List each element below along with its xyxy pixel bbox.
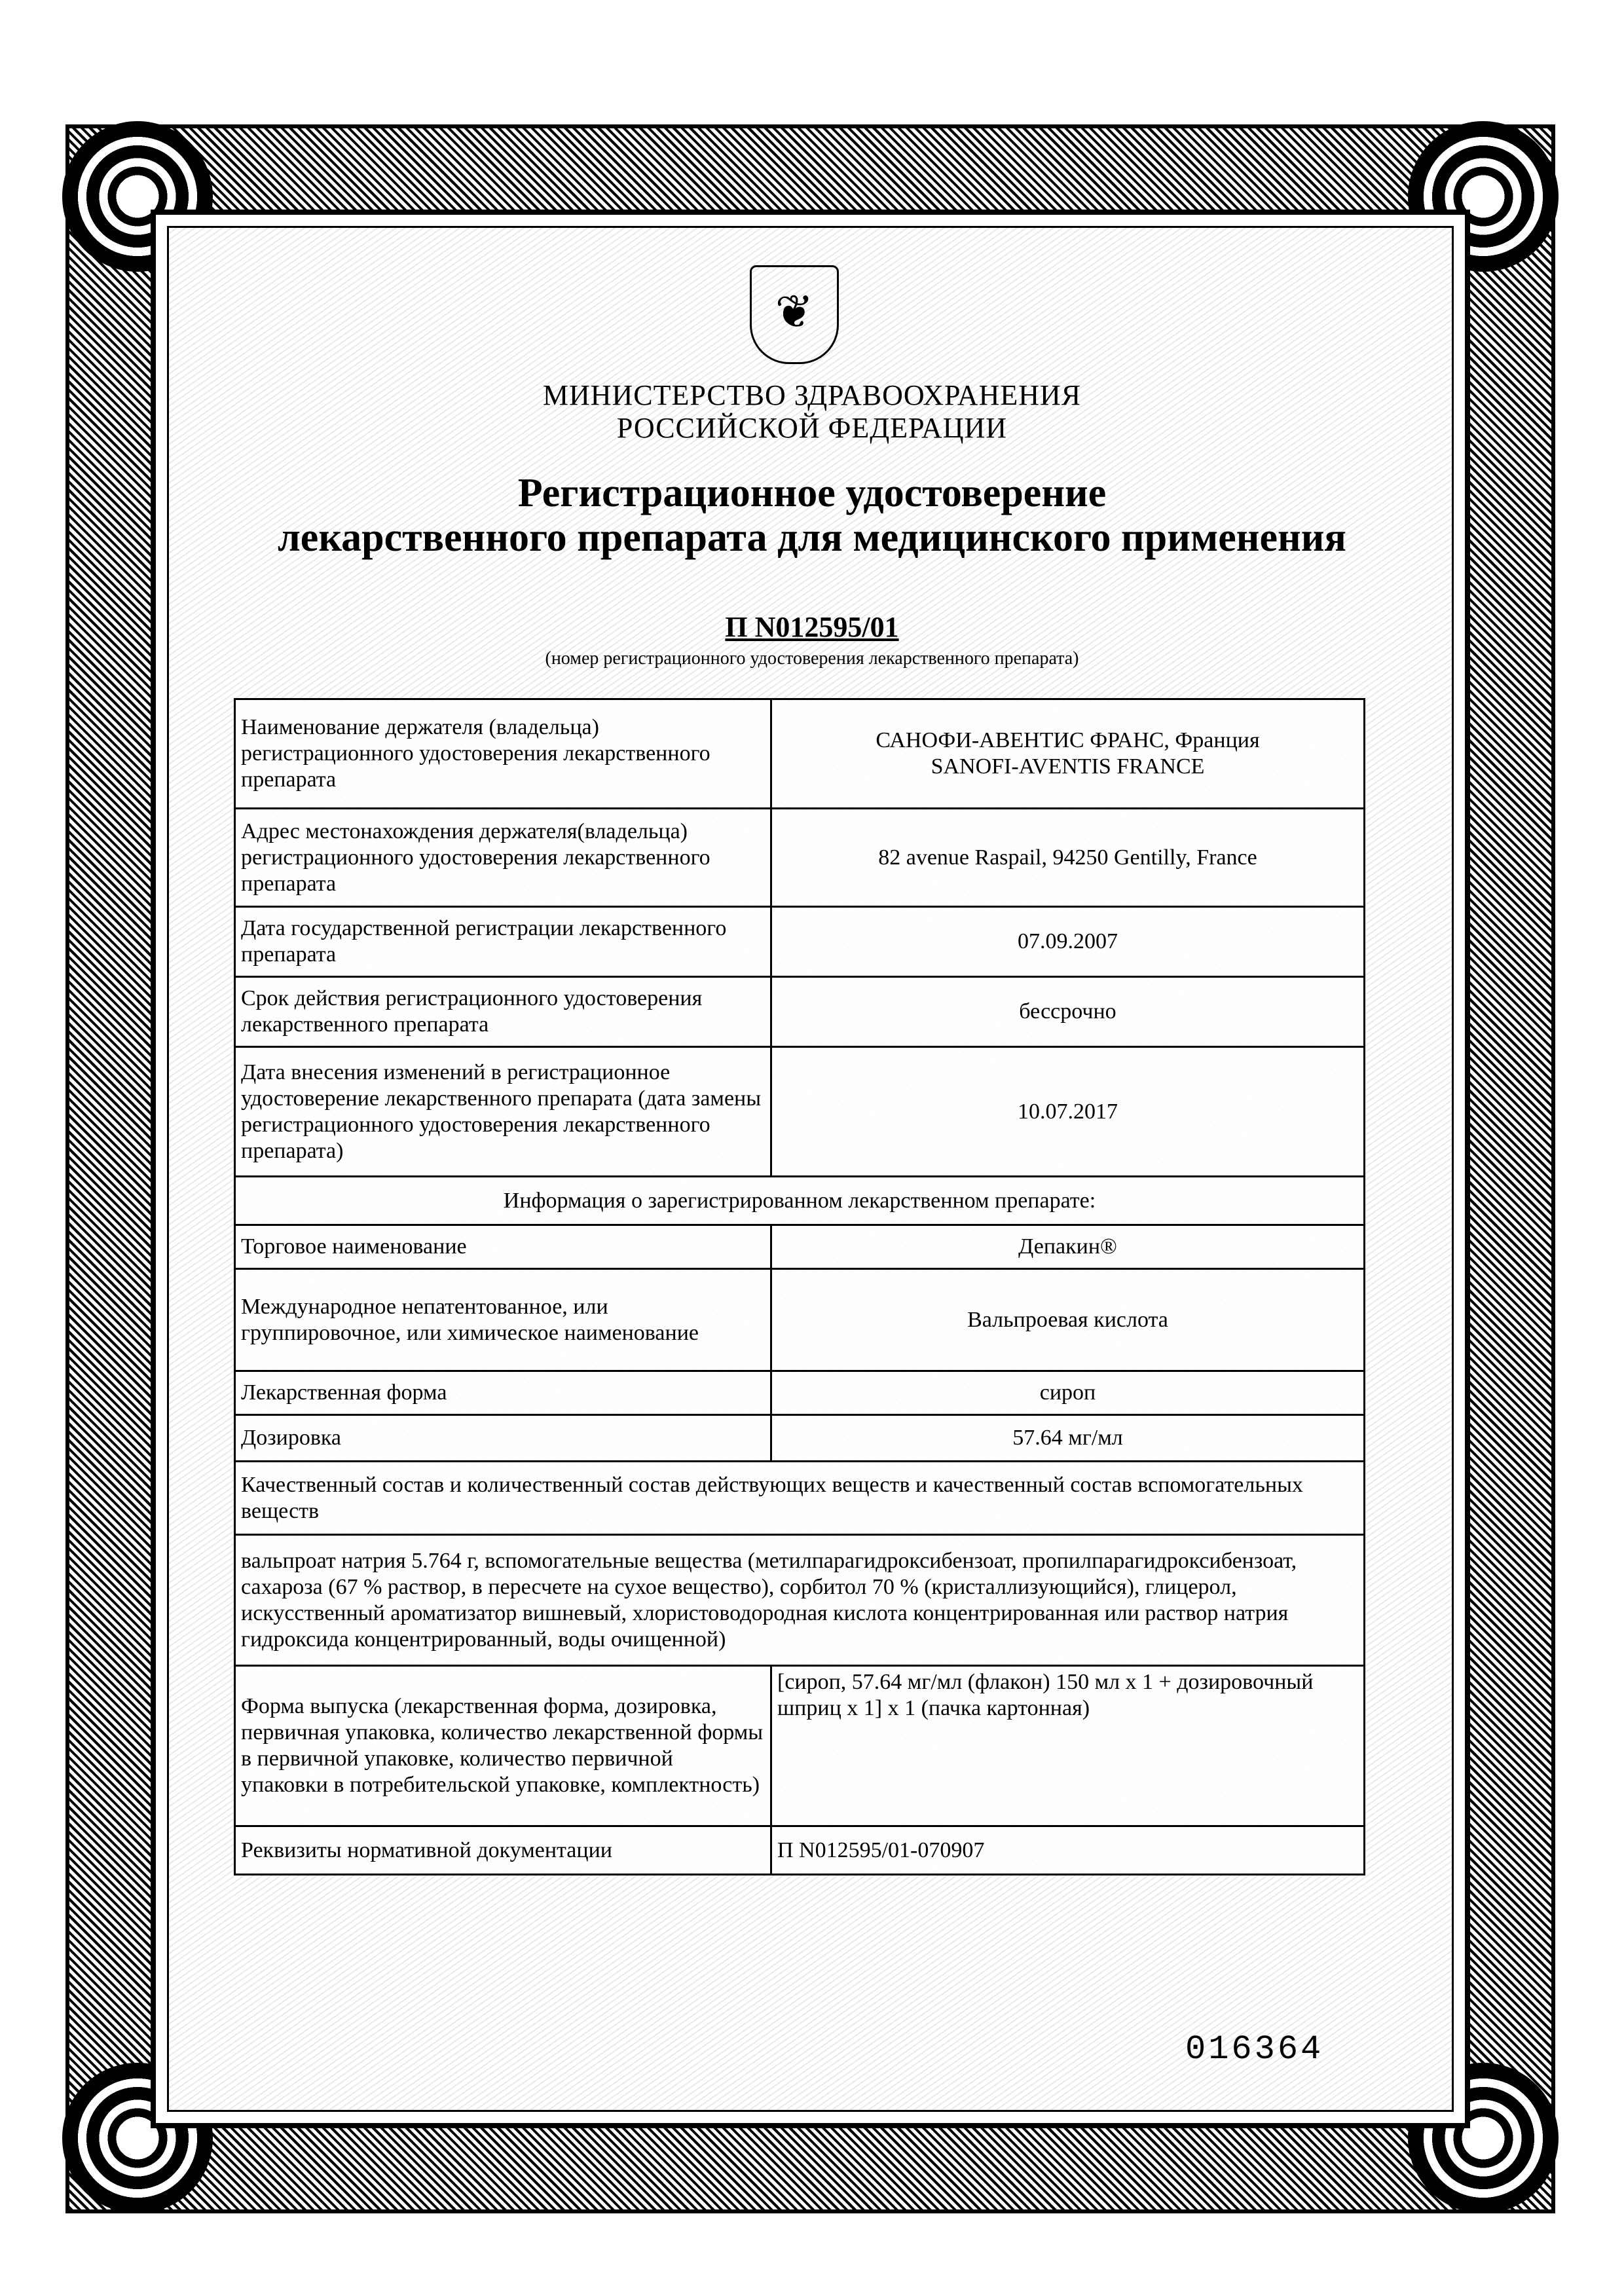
table-row (235, 1269, 1365, 1371)
registration-table (234, 698, 1365, 1875)
trade-name-value: Депакин® (771, 1225, 1365, 1269)
table-row (235, 1371, 1365, 1415)
dosage-value: 57.64 мг/мл (771, 1415, 1365, 1462)
release-form-value: [сироп, 57.64 мг/мл (флакон) 150 мл x 1 + дозировочный шприц x 1] x 1 (пачка картонная) (771, 1666, 1365, 1826)
composition-header: Качественный состав и количественный состав действующих веществ и качественный состав вспомогательных веществ (235, 1462, 1365, 1535)
ministry-line2: РОССИЙСКОЙ ФЕДЕРАЦИИ (616, 412, 1008, 444)
registration-date-label: Дата государственной регистрации лекарственного препарата (235, 907, 771, 977)
table-row (235, 1177, 1365, 1225)
coat-of-arms-icon: ❦ (750, 265, 839, 364)
dosage-form-value: сироп (771, 1371, 1365, 1415)
validity-label: Срок действия регистрационного удостоверения лекарственного препарата (235, 977, 771, 1047)
drug-info-header: Информация о зарегистрированном лекарственном препарате: (235, 1177, 1365, 1225)
holder-value: САНОФИ-АВЕНТИС ФРАНС, Франция (876, 728, 1260, 752)
registration-number: П N012595/01 (725, 611, 899, 643)
holder-value-latin: SANOFI-AVENTIS FRANCE (931, 754, 1205, 779)
trade-name-label: Торговое наименование (235, 1225, 771, 1269)
change-date-value: 10.07.2017 (771, 1047, 1365, 1177)
table-row (235, 1047, 1365, 1177)
serial-number: 016364 (1185, 2030, 1324, 2069)
dosage-label: Дозировка (235, 1415, 771, 1462)
table-row (235, 1415, 1365, 1462)
composition-text: вальпроат натрия 5.764 г, вспомогательные вещества (метилпарагидроксибензоат, пропилпарагидроксибензоат, сахароза (67 % раствор, в пересчете на сухое вещество), сорбитол 70 % (кристаллизующийся), глицерол, искусственный ароматизатор вишневый, хлористоводородная кислота концентрированная или раствор натрия гидроксида концентрированный, воды очищенной) (235, 1535, 1365, 1666)
document-title-line2: лекарственного препарата для медицинского применения (278, 515, 1346, 560)
table-row (235, 699, 1365, 809)
dosage-form-label: Лекарственная форма (235, 1371, 771, 1415)
validity-value: бессрочно (771, 977, 1365, 1047)
normative-value: П N012595/01-070907 (771, 1826, 1365, 1875)
registration-number-caption: (номер регистрационного удостоверения лекарственного препарата) (545, 648, 1079, 669)
address-label: Адрес местонахождения держателя(владельца) регистрационного удостоверения лекарственного препарата (235, 809, 771, 907)
holder-label: Наименование держателя (владельца) регистрационного удостоверения лекарственного препарата (235, 699, 771, 809)
table-row (235, 907, 1365, 977)
table-row (235, 1826, 1365, 1875)
normative-label: Реквизиты нормативной документации (235, 1826, 771, 1875)
table-row (235, 1462, 1365, 1535)
table-row (235, 1225, 1365, 1269)
ministry-line1: МИНИСТЕРСТВО ЗДРАВООХРАНЕНИЯ (542, 379, 1082, 411)
change-date-label: Дата внесения изменений в регистрационное удостоверение лекарственного препарата (дата замены регистрационного удостоверения лекарственного препарата) (235, 1047, 771, 1177)
address-value: 82 avenue Raspail, 94250 Gentilly, France (771, 809, 1365, 907)
table-row (235, 1666, 1365, 1826)
inn-label: Международное непатентованное, или группировочное, или химическое наименование (235, 1269, 771, 1371)
registration-date-value: 07.09.2007 (771, 907, 1365, 977)
release-form-label: Форма выпуска (лекарственная форма, дозировка, первичная упаковка, количество лекарственной формы в первичной упаковке, количество первичной упаковки в потребительской упаковке, комплектность) (235, 1666, 771, 1826)
document-title-line1: Регистрационное удостоверение (517, 471, 1107, 515)
inn-value: Вальпроевая кислота (771, 1269, 1365, 1371)
table-row (235, 809, 1365, 907)
table-row (235, 1535, 1365, 1666)
table-row (235, 977, 1365, 1047)
